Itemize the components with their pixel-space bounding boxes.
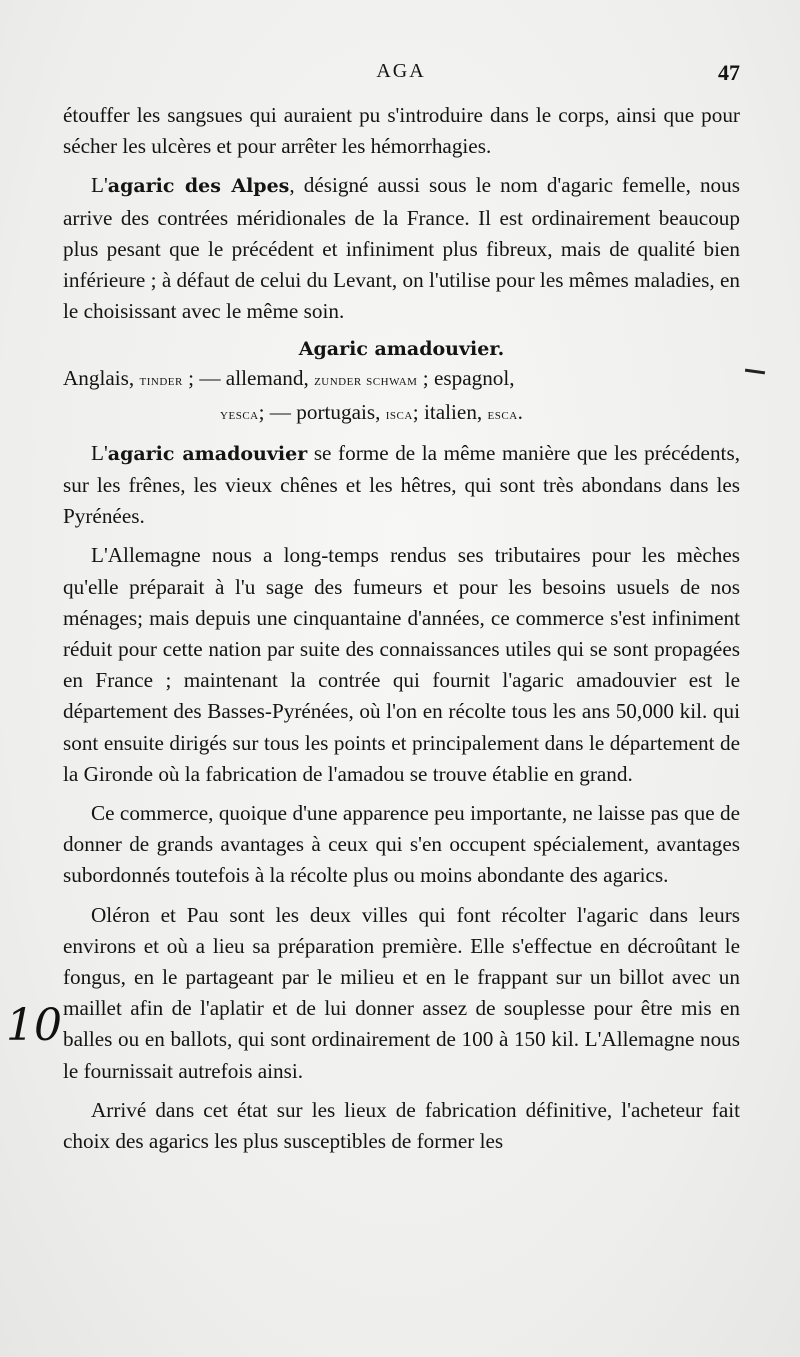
paragraph-body: se forme de la même manière que les précédents, sur les frênes, les vieux chênes et les hêtres, qui sont très abondans dans les Pyrénées. bbox=[63, 440, 740, 529]
margin-dash-mark bbox=[745, 369, 765, 375]
page-header bbox=[62, 60, 740, 90]
name-label-allemand: ; — allemand, bbox=[188, 366, 309, 391]
paragraph-agaric-amadouvier bbox=[63, 438, 740, 533]
body-text bbox=[63, 100, 740, 1157]
name-zunder: zunder schwam bbox=[314, 372, 418, 390]
paragraph-body: , désigné aussi sous le nom d'agaric femelle, nous arrive des contrées méridionales de la France. Il est ordinairement beaucoup plus pesant que le précédent et infiniment plus fibreux, mais de qualité bien inférieure ; à défaut de celui du Levant, on l'utilise pour les mêmes maladies, en le choisissant avec le même soin. bbox=[63, 173, 740, 324]
term-agaric-amadouvier: agaric amadouvier bbox=[107, 442, 308, 465]
term-agaric-des-alpes: agaric des Alpes bbox=[107, 175, 290, 198]
paragraph-lead: L' bbox=[91, 440, 108, 465]
section-heading: Agaric amadouvier. bbox=[298, 338, 505, 361]
name-isca: isca bbox=[385, 405, 413, 423]
name-label-portugais: ; — portugais, bbox=[258, 399, 381, 424]
names-line-2 bbox=[63, 397, 740, 430]
page-number: 47 bbox=[718, 60, 740, 85]
paragraph-commerce: Ce commerce, quoique d'une apparence peu importante, ne laisse pas que de donner de grands avantages à ceux qui s'en occupent spécialement, avantages subordonnés toutefois à la récolte plus ou moins abondante des agarics. bbox=[63, 801, 740, 888]
paragraph-allemagne: L'Allemagne nous a long-temps rendus ses tributaires pour les mèches qu'elle préparait à l'u sage des fumeurs et pour les besoins usuels de nos ménages; mais depuis une cinquantaine d'années, ce commerce s'est infiniment réduit pour cette nation par suite des connaissances utiles qui se sont propagées en France ; maintenant la contrée qui fournit l'agaric amadouvier est le département des Basses-Pyrénées, où l'on en récolte tous les ans 50,000 kil. qui sont ensuite dirigés sur tous les points et principalement dans le département de la Gironde où la fabrication de l'amadou se trouve établie en grand. bbox=[63, 543, 740, 786]
name-label-anglais: Anglais, bbox=[63, 366, 135, 391]
name-esca: esca bbox=[487, 405, 518, 423]
foreign-names bbox=[63, 363, 740, 429]
name-label-espagnol: ; espagnol, bbox=[422, 366, 515, 391]
running-head: AGA bbox=[376, 60, 426, 82]
name-label-italien: ; italien, bbox=[412, 399, 483, 424]
paragraph-lead: L' bbox=[91, 173, 108, 198]
name-tinder: tinder bbox=[139, 372, 183, 390]
paragraph-oleron-pau: Oléron et Pau sont les deux villes qui font récolter l'agaric dans leurs environs et où a lieu sa préparation première. Elle s'effectue en décroûtant le fongus, en le partageant par le milieu et en le frappant sur un billot avec un maillet afin de l'aplatir et de lui donner assez de souplesse pour être mis en balles ou en ballots, qui sont ordinairement de 100 à 150 kil. L'Allemagne nous le fournissait autrefois ainsi. bbox=[63, 902, 740, 1083]
handwritten-margin-note: 10 bbox=[6, 1000, 62, 1051]
names-end: . bbox=[517, 399, 523, 424]
paragraph-agaric-des-alpes bbox=[63, 170, 740, 327]
paragraph-arrive: Arrivé dans cet état sur les lieux de fabrication définitive, l'acheteur fait choix des agarics les plus susceptibles de former les bbox=[63, 1097, 740, 1154]
name-yesca: yesca bbox=[220, 405, 259, 423]
paragraph-1: étouffer les sangsues qui auraient pu s'introduire dans le corps, ainsi que pour sécher les ulcères et pour arrêter les hémorrhagies. bbox=[63, 103, 740, 159]
